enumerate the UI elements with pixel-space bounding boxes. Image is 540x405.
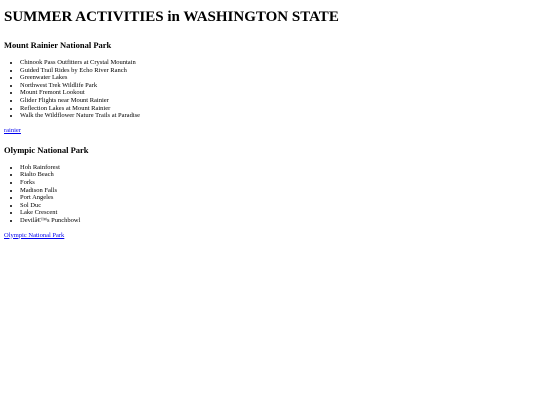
- list-item: • Reflection Lakes at Mount Rainier: [20, 105, 540, 113]
- list-item: • Guided Trail Rides by Echo River Ranch: [20, 67, 540, 75]
- link-line: [4, 232, 540, 240]
- list-item: • Lake Crescent: [20, 209, 540, 217]
- list-item: • Chinook Pass Outfitters at Crystal Mountain: [20, 59, 540, 67]
- list-item: • Mount Fremont Lookout: [20, 89, 540, 97]
- section-olympic: [4, 145, 540, 240]
- list-item: • Sol Duc: [20, 202, 540, 210]
- list-item: • Northwest Trek Wildlife Park: [20, 82, 540, 90]
- section-heading: Olympic National Park: [4, 144, 89, 155]
- section-heading: Mount Rainier National Park: [4, 40, 112, 50]
- olympic-national-park-link[interactable]: Olympic National Park: [4, 231, 65, 239]
- list-item: • Rialto Beach: [20, 171, 540, 179]
- list-item: • Glider Flights near Mount Rainier: [20, 97, 540, 105]
- list-item: • Greenwater Lakes: [20, 74, 540, 82]
- link-line: [4, 127, 540, 135]
- list-item: • Port Angeles: [20, 194, 540, 202]
- list-item: • Devilâ€™s Punchbowl: [20, 217, 540, 225]
- section-mount-rainier: [4, 40, 540, 135]
- list-item: • Walk the Wildflower Nature Trails at Paradise: [20, 112, 540, 120]
- list-item: • Hoh Rainforest: [20, 164, 540, 172]
- activity-list: [4, 164, 540, 225]
- list-item: • Forks: [20, 179, 540, 187]
- activity-list: [4, 59, 540, 120]
- page-title: SUMMER ACTIVITIES in WASHINGTON STATE: [4, 9, 339, 25]
- rainier-link[interactable]: rainier: [4, 126, 21, 134]
- list-item: • Madison Falls: [20, 187, 540, 195]
